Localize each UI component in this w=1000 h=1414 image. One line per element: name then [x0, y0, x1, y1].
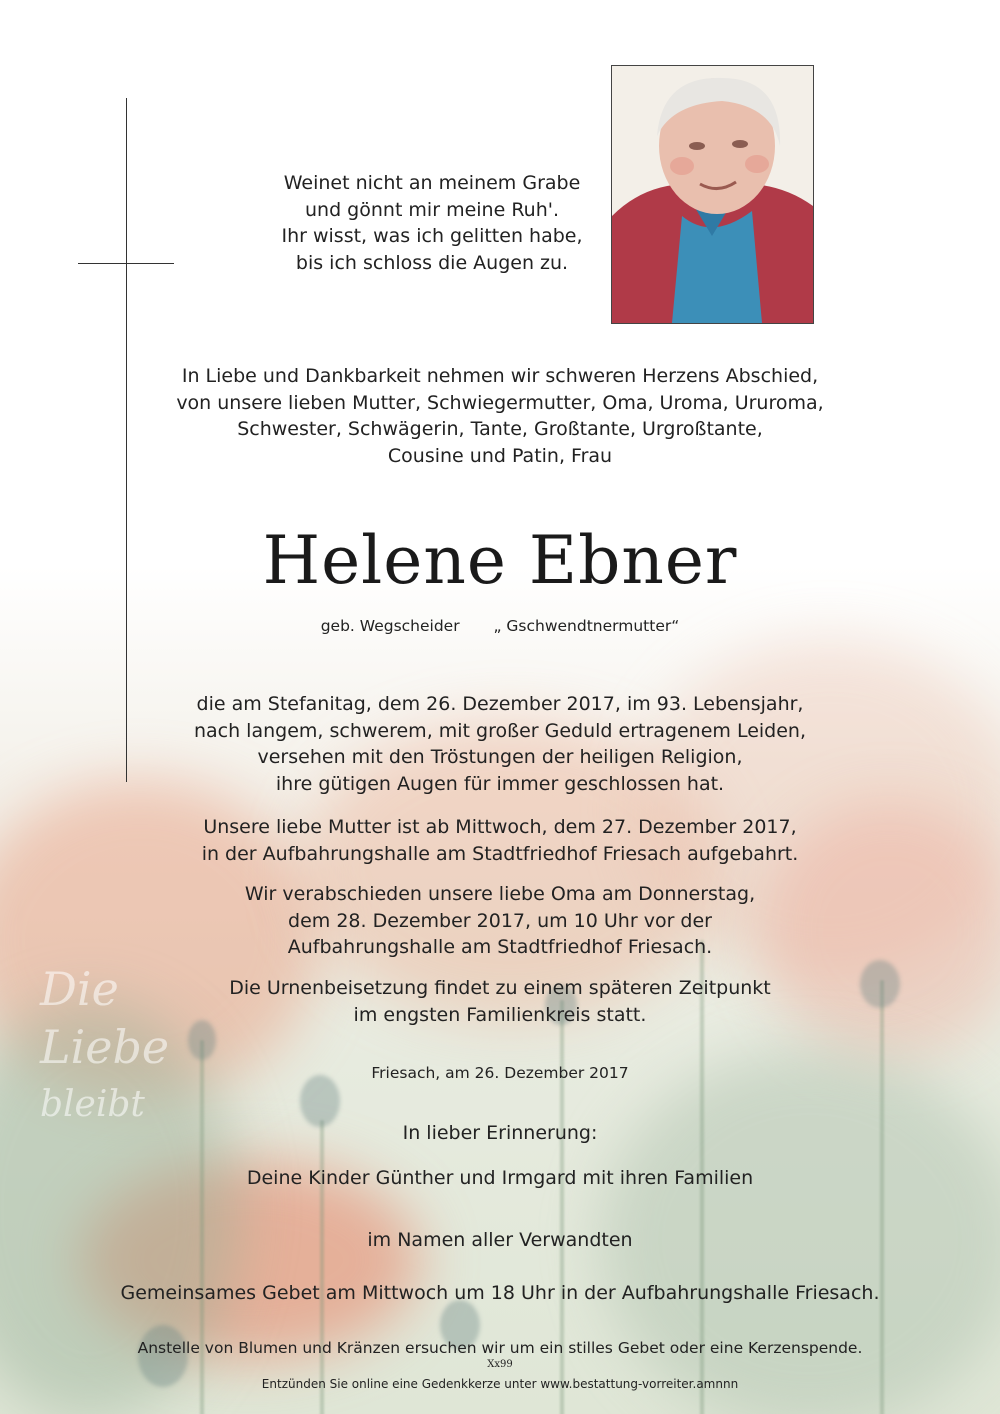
intro-line: von unsere lieben Mutter, Schwiegermutter, Oma, Uroma, Ururoma, — [176, 391, 824, 414]
prayer-notice: Gemeinsames Gebet am Mittwoch um 18 Uhr in der Aufbahrungshalle Friesach. — [120, 1282, 880, 1304]
intro-line: In Liebe und Dankbarkeit nehmen wir schweren Herzens Abschied, — [181, 365, 819, 387]
poem-verse — [182, 170, 682, 276]
code-text: Xx99 — [487, 1359, 513, 1370]
flowers-notice: Anstelle von Blumen und Kränzen ersuchen wir um ein stilles Gebet oder eine Kerzenspende. — [137, 1339, 863, 1357]
poem-line: Weinet nicht an meinem Grabe — [283, 172, 581, 194]
death-notice-line: versehen mit den Tröstungen der heiligen Religion, — [257, 746, 743, 768]
watermark-line: bleibt — [40, 1084, 145, 1125]
intro-line: Schwester, Schwägerin, Tante, Großtante, Urgroßtante, — [237, 418, 763, 440]
children-line: Deine Kinder Günther und Irmgard mit ihren Familien — [246, 1167, 754, 1189]
laid-out-line: in der Aufbahrungshalle am Stadtfriedhof Friesach aufgebahrt. — [201, 842, 799, 865]
death-notice-line: die am Stefanitag, dem 26. Dezember 2017, im 93. Lebensjahr, — [196, 693, 804, 715]
watermark-line: Die — [40, 962, 119, 1016]
death-notice-line: ihre gütigen Augen für immer geschlossen hat. — [275, 772, 725, 795]
memory-heading: In lieber Erinnerung: — [402, 1122, 598, 1144]
death-notice — [0, 691, 1000, 797]
farewell-line: Wir verabschieden unsere liebe Oma am Donnerstag, — [244, 883, 756, 905]
watermark-line: Liebe — [40, 1020, 170, 1074]
laid-out-notice — [0, 814, 1000, 867]
death-notice-line: nach langem, schwerem, mit großer Geduld ertragenem Leiden, — [193, 719, 807, 742]
poem-line: bis ich schloss die Augen zu. — [295, 251, 569, 274]
laid-out-line: Unsere liebe Mutter ist ab Mittwoch, dem 27. Dezember 2017, — [203, 816, 797, 838]
urn-line: im engsten Familienkreis statt. — [353, 1003, 647, 1026]
maiden-name: geb. Wegscheider — [320, 617, 460, 635]
name-subtitle — [0, 613, 1000, 640]
farewell-line: Aufbahrungshalle am Stadtfriedhof Friesach. — [287, 936, 713, 958]
nickname: „ Gschwendtnermutter“ — [493, 617, 680, 635]
urn-line: Die Urnenbeisetzung findet zu einem späteren Zeitpunkt — [229, 977, 771, 999]
urn-notice — [0, 975, 1000, 1028]
poem-line: und gönnt mir meine Ruh'. — [304, 198, 560, 221]
farewell-line: dem 28. Dezember 2017, um 10 Uhr vor der — [288, 909, 712, 932]
intro-line: Cousine und Patin, Frau — [387, 444, 613, 467]
place-date: Friesach, am 26. Dezember 2017 — [371, 1064, 629, 1082]
intro-text — [0, 363, 1000, 469]
cross-horizontal — [78, 263, 174, 264]
online-candle-notice: Entzünden Sie online eine Gedenkkerze unter www.bestattung-vorreiter.amnnn — [261, 1377, 739, 1391]
farewell-notice — [0, 881, 1000, 961]
deceased-name: Helene Ebner — [262, 522, 738, 599]
poem-line: Ihr wisst, was ich gelitten habe, — [281, 225, 583, 247]
relatives-line: im Namen aller Verwandten — [367, 1229, 633, 1251]
